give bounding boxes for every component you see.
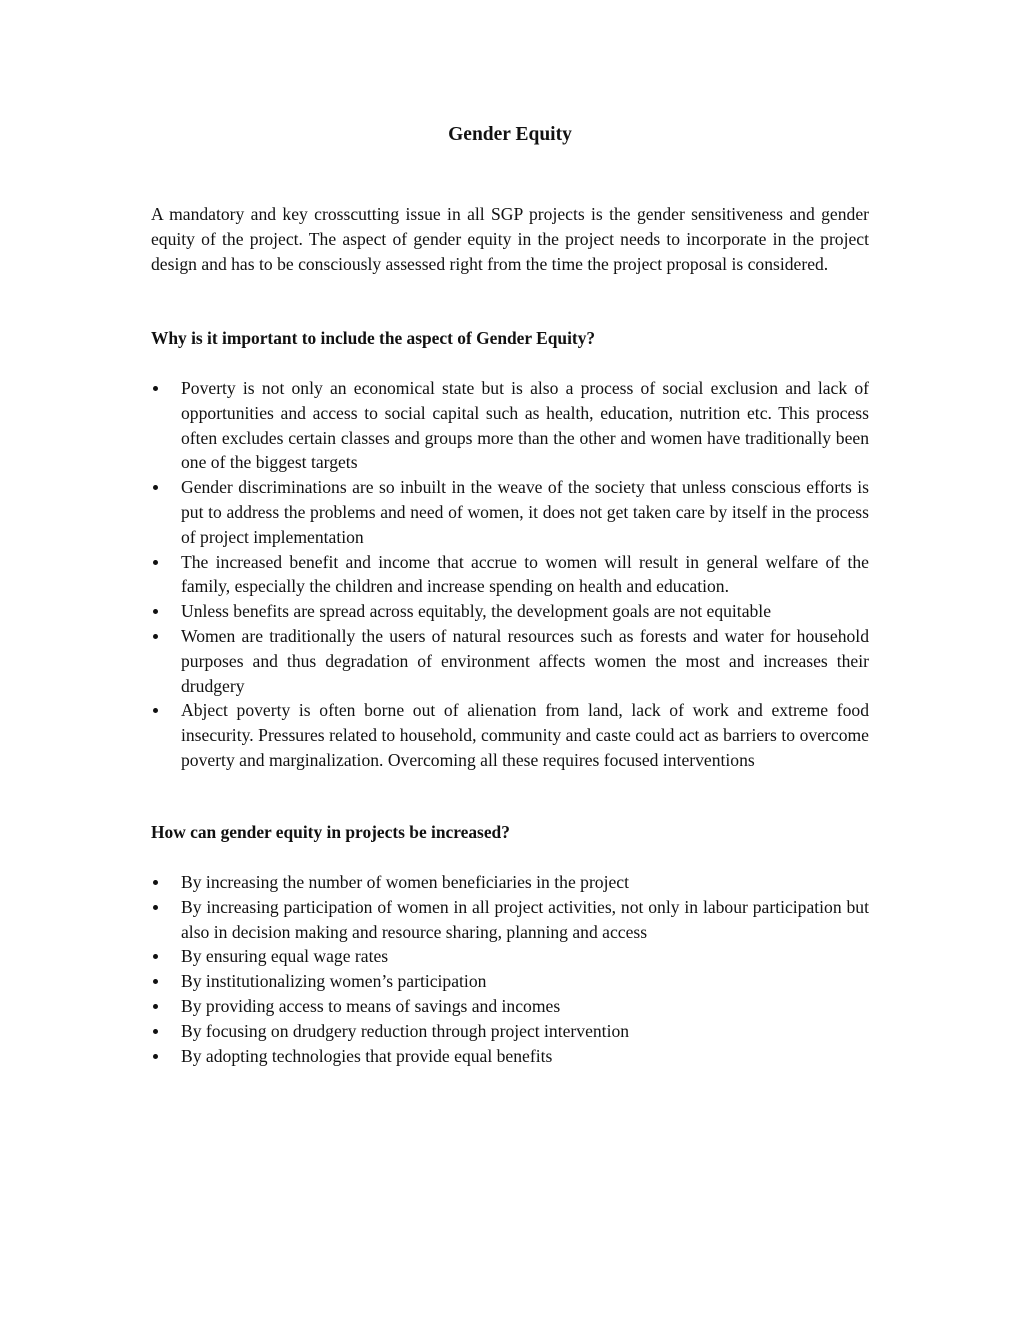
section-heading-how-increase: How can gender equity in projects be increased? bbox=[151, 822, 510, 842]
how-increase-list bbox=[151, 870, 869, 1068]
list-item bbox=[151, 698, 869, 772]
list-item-text: By increasing the number of women beneficiaries in the project bbox=[181, 872, 629, 892]
list-item bbox=[151, 994, 869, 1019]
why-important-list bbox=[151, 376, 869, 773]
list-item bbox=[151, 969, 869, 994]
list-item-text: Women are traditionally the users of natural resources such as forests and water for household purposes and thus degradation of environment affects women the most and increases their drudgery bbox=[181, 625, 869, 696]
list-item-text: By institutionalizing women’s participation bbox=[181, 971, 487, 992]
list-item-text: Unless benefits are spread across equitably, the development goals are not equitable bbox=[181, 601, 772, 622]
list-item-text: Gender discriminations are so inbuilt in the weave of the society that unless conscious efforts is put to address the problems and need of women, it does not get taken care by itself in the process of project implementation bbox=[181, 477, 869, 547]
list-item bbox=[151, 376, 869, 475]
list-item bbox=[151, 475, 869, 549]
list-item-text: The increased benefit and income that accrue to women will result in general welfare of the family, especially the children and increase spending on health and education. bbox=[181, 551, 869, 597]
list-item-text: By providing access to means of savings and incomes bbox=[181, 995, 561, 1016]
list-item bbox=[151, 895, 869, 945]
section-heading-why-important: Why is it important to include the aspect of Gender Equity? bbox=[151, 328, 596, 348]
list-item-text: Abject poverty is often borne out of alienation from land, lack of work and extreme food insecurity. Pressures related to household, community and caste could act as barriers to overcome poverty and marginalization. Overcoming all these requires focused interventions bbox=[181, 700, 869, 770]
list-item bbox=[151, 944, 869, 969]
list-item bbox=[151, 550, 869, 600]
list-item bbox=[151, 870, 869, 895]
list-item bbox=[151, 624, 869, 698]
list-item-text: By ensuring equal wage rates bbox=[181, 946, 389, 967]
page-title: Gender Equity bbox=[448, 124, 572, 145]
list-item bbox=[151, 599, 869, 624]
intro-paragraph: A mandatory and key crosscutting issue in all SGP projects is the gender sensitiveness and gender equity of the project. The aspect of gender equity in the project needs to incorporate in the project design and has to be consciously assessed right from the time the project proposal is considered. bbox=[151, 204, 869, 274]
list-item-text: Poverty is not only an economical state but is also a process of social exclusion and lack of opportunities and access to social capital such as health, education, nutrition etc. This process often excludes certain classes and groups more than the other and women have traditionally been one of the biggest targets bbox=[181, 378, 869, 473]
list-item-text: By increasing participation of women in all project activities, not only in labour participation but also in decision making and resource sharing, planning and access bbox=[181, 896, 869, 942]
list-item bbox=[151, 1044, 869, 1069]
list-item bbox=[151, 1019, 869, 1044]
list-item-text: By adopting technologies that provide equal benefits bbox=[181, 1045, 553, 1066]
list-item-text: By focusing on drudgery reduction through project intervention bbox=[181, 1020, 630, 1041]
